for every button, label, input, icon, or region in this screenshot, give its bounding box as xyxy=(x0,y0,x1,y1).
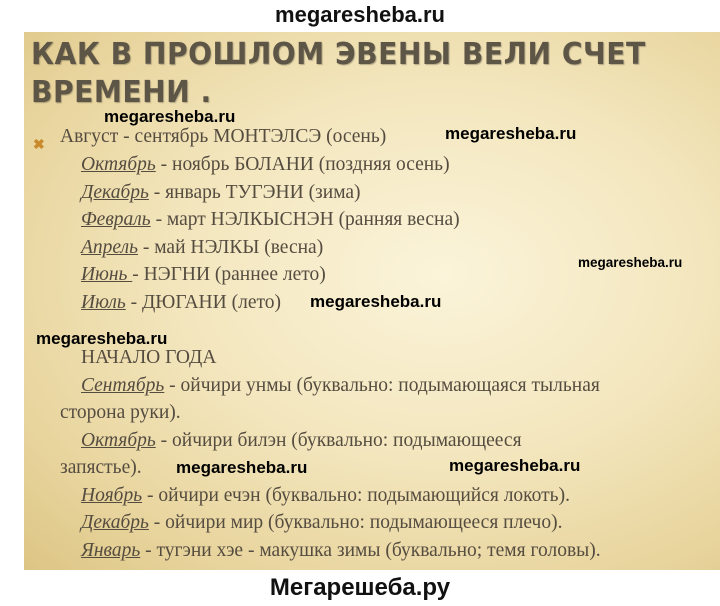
title-line-1: КАК В ПРОШЛОМ ЭВЕНЫ ВЕЛИ СЧЕТ xyxy=(31,37,646,72)
line-9: сторона руки). xyxy=(60,402,181,423)
line-0: Август - сентябрь МОНТЭЛСЭ (осень) xyxy=(60,126,387,147)
watermark: megaresheba.ru xyxy=(578,255,683,270)
line-2: Декабрь - январь ТУГЭНИ (зима) xyxy=(81,182,361,203)
line-5: Июнь - НЭГНИ (раннее лето) xyxy=(81,264,326,285)
x-bullet-icon: ✖ xyxy=(33,136,45,152)
watermark: megaresheba.ru xyxy=(176,458,308,477)
line-1: Октябрь - ноябрь БОЛАНИ (поздняя осень) xyxy=(81,154,450,175)
line-13: Декабрь - ойчири мир (буквально: подымающееся плечо). xyxy=(81,512,563,533)
watermark-top: megaresheba.ru xyxy=(0,0,720,32)
line-11: запястье). xyxy=(60,457,142,478)
line-6: Июль - ДЮГАНИ (лето) xyxy=(81,292,281,313)
slide-title xyxy=(31,36,711,112)
title-line-2: ВРЕМЕНИ . xyxy=(31,75,212,110)
line-14: Январь - тугэни хэе - макушка зимы (буквально; темя головы). xyxy=(81,540,601,561)
line-4: Апрель - май НЭЛКЫ (весна) xyxy=(81,237,324,258)
watermark: megaresheba.ru xyxy=(445,124,577,143)
line-3: Февраль - март НЭЛКЫСНЭН (ранняя весна) xyxy=(81,209,460,230)
watermark: megaresheba.ru xyxy=(104,107,236,126)
watermark: megaresheba.ru xyxy=(310,292,442,311)
line-12: Ноябрь - ойчири ечэн (буквально: подымающийся локоть). xyxy=(81,485,570,506)
line-8: Сентябрь - ойчири унмы (буквально: подымающаяся тыльная xyxy=(81,375,600,396)
line-7: НАЧАЛО ГОДА xyxy=(81,347,217,368)
line-10: Октябрь - ойчири билэн (буквально: подымающееся xyxy=(81,430,522,451)
watermark-bottom: Мегарешеба.ру xyxy=(0,570,720,605)
watermark: megaresheba.ru xyxy=(36,329,168,348)
watermark: megaresheba.ru xyxy=(449,456,581,475)
